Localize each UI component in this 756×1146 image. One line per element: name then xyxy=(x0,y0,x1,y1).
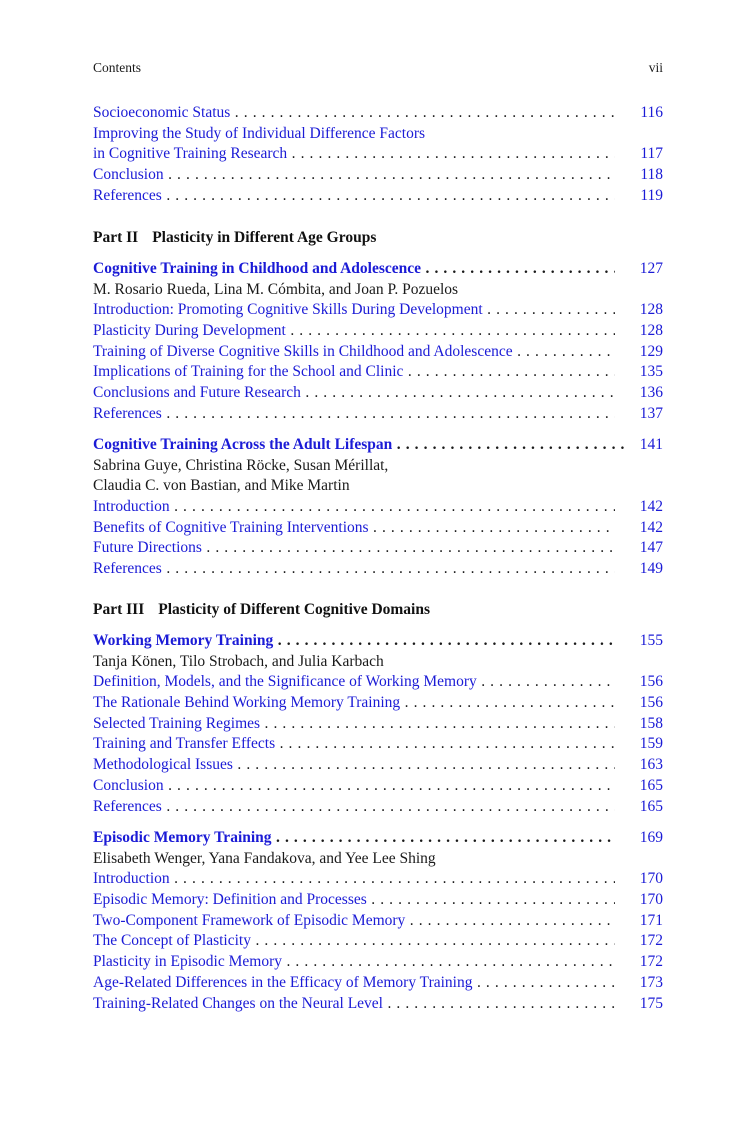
part-title: Plasticity in Different Age Groups xyxy=(152,229,377,246)
chapter-authors: Tanja Könen, Tilo Strobach, and Julia Karbach xyxy=(93,652,384,670)
toc-entry[interactable] xyxy=(93,518,663,539)
toc-entry-title[interactable]: Conclusions and Future Research . . . xyxy=(93,383,615,404)
toc-entry-page[interactable]: 171 xyxy=(639,911,663,929)
chapter-title[interactable]: Cognitive Training in Childhood and Adolescence . . . xyxy=(93,259,615,280)
toc-entry-title[interactable]: Age-Related Differences in the Efficacy of Memory Training . . . xyxy=(93,973,615,994)
toc-entry-title[interactable]: Training and Transfer Effects . . . xyxy=(93,734,615,755)
toc-entry[interactable] xyxy=(93,776,663,797)
toc-entry[interactable] xyxy=(93,797,663,818)
toc-entry-page[interactable]: 158 xyxy=(639,714,663,732)
part-heading xyxy=(93,229,376,247)
toc-entry-page[interactable]: 170 xyxy=(639,870,663,888)
toc-entry-page[interactable]: 156 xyxy=(639,694,663,712)
toc-entry[interactable] xyxy=(93,124,663,145)
toc-entry-page[interactable]: 147 xyxy=(639,539,663,557)
toc-entry-title[interactable]: Conclusion . . . xyxy=(93,776,615,797)
toc-entry-page[interactable]: 129 xyxy=(639,342,663,360)
toc-chapter xyxy=(93,259,663,425)
toc-entry-page[interactable]: 142 xyxy=(639,518,663,536)
toc-block-previous-chapter xyxy=(93,103,663,206)
toc-entry[interactable] xyxy=(93,931,663,952)
toc-chapter xyxy=(93,435,663,580)
part-heading xyxy=(93,601,430,619)
toc-entry-title[interactable]: Plasticity in Episodic Memory . . . xyxy=(93,952,615,973)
toc-entry-page[interactable]: 163 xyxy=(639,756,663,774)
chapter-title[interactable]: Cognitive Training Across the Adult Lifespan . . . xyxy=(93,435,625,456)
toc-entry-title[interactable]: Episodic Memory: Definition and Processes . . . xyxy=(93,890,615,911)
toc-entry[interactable] xyxy=(93,890,663,911)
toc-entry[interactable] xyxy=(93,973,663,994)
toc-entry-title[interactable]: References . . . xyxy=(93,404,615,425)
toc-entry-title[interactable]: References . . . xyxy=(93,186,615,207)
toc-entry[interactable] xyxy=(93,672,663,693)
toc-entry[interactable] xyxy=(93,869,663,890)
toc-entry[interactable] xyxy=(93,538,663,559)
toc-entry[interactable] xyxy=(93,362,663,383)
toc-entry-page[interactable]: 172 xyxy=(639,953,663,971)
chapter-page[interactable]: 169 xyxy=(639,829,663,846)
toc-entry-title[interactable]: Definition, Models, and the Significance of Working Memory . . . xyxy=(93,672,615,693)
toc-entry-page[interactable]: 172 xyxy=(639,932,663,950)
toc-entry-title[interactable]: Plasticity During Development . . . xyxy=(93,321,615,342)
chapter-title-entry[interactable] xyxy=(93,828,663,849)
toc-entry[interactable] xyxy=(93,994,663,1015)
chapter-title-entry[interactable] xyxy=(93,631,663,652)
toc-entry-page[interactable]: 165 xyxy=(639,776,663,794)
toc-entry-title[interactable]: The Concept of Plasticity . . . xyxy=(93,931,615,952)
toc-chapter xyxy=(93,631,663,817)
chapter-page[interactable]: 141 xyxy=(639,436,663,453)
toc-entry-title[interactable]: Implications of Training for the School and Clinic . . . xyxy=(93,362,615,383)
toc-entry-title[interactable]: in Cognitive Training Research . . . xyxy=(93,144,615,165)
toc-entry[interactable] xyxy=(93,144,663,165)
toc-entry[interactable] xyxy=(93,186,663,207)
chapter-page[interactable]: 155 xyxy=(639,632,663,649)
toc-entry[interactable] xyxy=(93,755,663,776)
toc-entry-page[interactable]: 173 xyxy=(639,973,663,991)
toc-entry-title[interactable]: Methodological Issues . . . xyxy=(93,755,615,776)
chapter-title[interactable]: Episodic Memory Training . . . xyxy=(93,828,615,849)
toc-entry-title[interactable]: Two-Component Framework of Episodic Memory . . . xyxy=(93,911,615,932)
part-number: Part III xyxy=(93,601,145,618)
running-header xyxy=(93,60,663,78)
chapter-authors: M. Rosario Rueda, Lina M. Cómbita, and Joan P. Pozuelos xyxy=(93,280,459,298)
part-title: Plasticity of Different Cognitive Domains xyxy=(158,601,431,618)
toc-entry-page[interactable]: 118 xyxy=(640,166,663,184)
toc-entry[interactable] xyxy=(93,693,663,714)
toc-entry-title[interactable]: Benefits of Cognitive Training Interventions . . . xyxy=(93,518,615,539)
toc-entry[interactable] xyxy=(93,342,663,363)
part-number: Part II xyxy=(93,229,139,246)
toc-entry-page[interactable]: 159 xyxy=(639,735,663,753)
toc-entry-title[interactable]: References . . . xyxy=(93,559,615,580)
toc-entry-page[interactable]: 175 xyxy=(639,994,663,1012)
toc-entry[interactable] xyxy=(93,404,663,425)
toc-entry-page[interactable]: 137 xyxy=(639,404,663,422)
chapter-title-entry[interactable] xyxy=(93,435,663,456)
toc-entry[interactable] xyxy=(93,734,663,755)
toc-entry-page[interactable]: 116 xyxy=(640,104,663,121)
toc-entry-page[interactable]: 135 xyxy=(639,363,663,381)
toc-entry-page[interactable]: 117 xyxy=(640,145,663,163)
toc-entry-title[interactable]: Conclusion . . . xyxy=(93,165,615,186)
toc-entry[interactable] xyxy=(93,383,663,404)
toc-entry[interactable] xyxy=(93,559,663,580)
toc-entry[interactable] xyxy=(93,911,663,932)
toc-entry-title[interactable]: Introduction . . . xyxy=(93,497,615,518)
toc-entry-page[interactable]: 156 xyxy=(639,673,663,691)
toc-entry-title[interactable]: Introduction: Promoting Cognitive Skills During Development . . . xyxy=(93,300,615,321)
toc-entry-title[interactable]: Improving the Study of Individual Difference Factors xyxy=(93,124,426,142)
toc-chapter xyxy=(93,828,663,1014)
toc-entry-page[interactable]: 165 xyxy=(639,797,663,815)
chapter-authors: Sabrina Guye, Christina Röcke, Susan Mérillat, xyxy=(93,456,389,474)
toc-entry-title[interactable]: References . . . xyxy=(93,797,615,818)
toc-entry-page[interactable]: 128 xyxy=(639,322,663,340)
toc-entry-page[interactable]: 119 xyxy=(640,186,663,204)
toc-entry[interactable] xyxy=(93,321,663,342)
toc-entry-title[interactable]: Socioeconomic Status . . . xyxy=(93,103,615,124)
toc-entry-page[interactable]: 136 xyxy=(639,384,663,402)
chapter-authors: Elisabeth Wenger, Yana Fandakova, and Yee Lee Shing xyxy=(93,849,436,867)
chapter-title[interactable]: Working Memory Training . . . xyxy=(93,631,615,652)
toc-entry-title[interactable]: Introduction . . . xyxy=(93,869,615,890)
chapter-title-entry[interactable] xyxy=(93,259,663,280)
toc-entry[interactable] xyxy=(93,714,663,735)
toc-entry-title[interactable]: Training of Diverse Cognitive Skills in Childhood and Adolescence . . . xyxy=(93,342,615,363)
chapter-authors: Claudia C. von Bastian, and Mike Martin xyxy=(93,477,350,495)
toc-entry-page[interactable]: 128 xyxy=(639,301,663,319)
chapter-page[interactable]: 127 xyxy=(639,260,663,277)
page-number: vii xyxy=(648,60,663,75)
toc-entry-title[interactable]: Future Directions . . . xyxy=(93,538,615,559)
toc-entry-page[interactable]: 170 xyxy=(639,891,663,909)
toc-entry-title[interactable]: Training-Related Changes on the Neural Level . . . xyxy=(93,994,615,1015)
toc-entry[interactable] xyxy=(93,103,663,124)
toc-entry[interactable] xyxy=(93,497,663,518)
header-title: Contents xyxy=(93,60,142,75)
toc-entry-page[interactable]: 149 xyxy=(639,560,663,578)
toc-entry-title[interactable]: The Rationale Behind Working Memory Training . . . xyxy=(93,693,615,714)
toc-entry-title[interactable]: Selected Training Regimes . . . xyxy=(93,714,615,735)
toc-entry[interactable] xyxy=(93,300,663,321)
toc-entry[interactable] xyxy=(93,165,663,186)
toc-entry[interactable] xyxy=(93,952,663,973)
toc-entry-page[interactable]: 142 xyxy=(639,498,663,516)
